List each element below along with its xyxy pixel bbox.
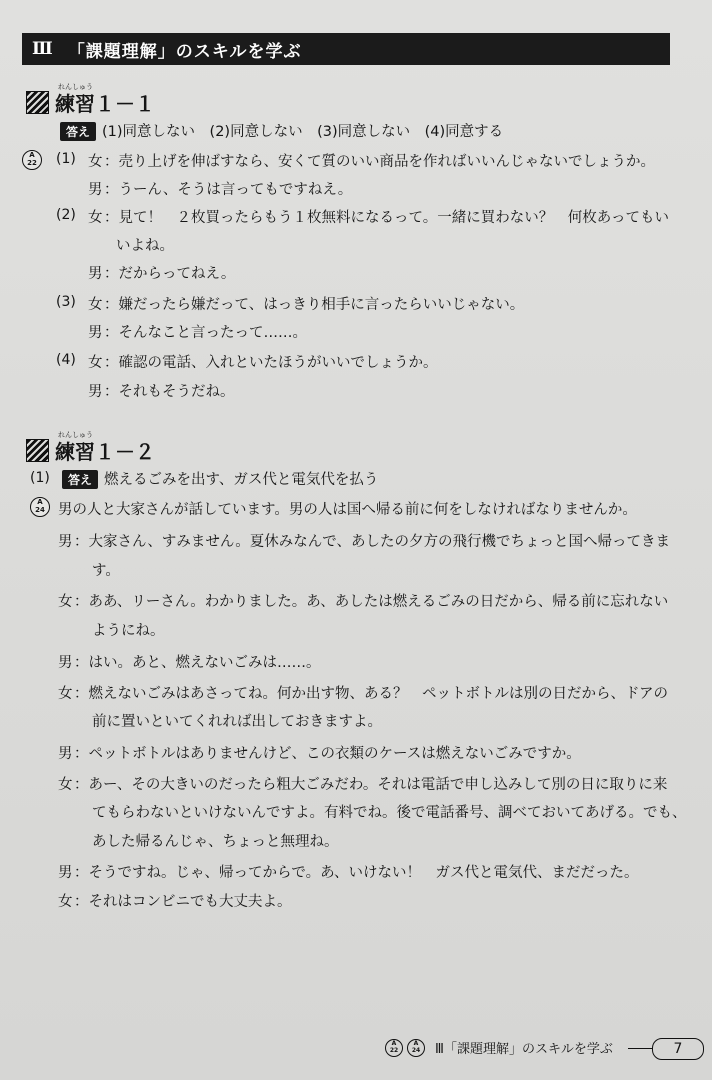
intro-line: 男の人と大家さんが話しています。男の人は国へ帰る前に何をしなければなりませんか。	[58, 502, 637, 518]
exercise-ruby: れんしゅう	[58, 431, 93, 439]
footer-rule	[628, 1048, 652, 1049]
exercise-1-1-heading	[26, 88, 155, 117]
speaker: 女	[88, 355, 103, 371]
answer-text: (1)同意しない (2)同意しない (3)同意しない (4)同意する	[102, 124, 504, 140]
speaker: 女	[58, 894, 73, 910]
dialogue-line: 前に置いといてくれれば出しておきますよ。	[92, 714, 382, 730]
answer-row	[60, 120, 503, 141]
cd-track-icon: A 22	[385, 1039, 403, 1057]
dialogue-line: ：確認の電話、入れといたほうがいいでしょうか。	[104, 355, 438, 371]
dialogue-line: す。	[92, 563, 120, 579]
exercise-ruby: れんしゅう	[58, 83, 93, 91]
dialogue-line: ようにね。	[92, 623, 165, 639]
speaker: 男	[58, 746, 73, 762]
dialogue-line: ：だからってねえ。	[104, 266, 236, 282]
cd-track-icon: A 22	[22, 150, 42, 170]
section-title: 「課題理解」のスキルを学ぶ	[67, 41, 302, 62]
answer-tag: 答え	[62, 470, 98, 489]
dialogue-line: ：燃えないごみはあさってね。何か出す物、ある？ ペットボトルは別の日だから、ドアの	[74, 686, 669, 702]
section-banner	[22, 33, 670, 65]
answer-text: 燃えるごみを出す、ガス代と電気代を払う	[104, 472, 379, 488]
speaker: 男	[88, 266, 103, 282]
dialogue-line: ：売り上げを伸ばすなら、安くて質のいい商品を作ればいいんじゃないでしょうか。	[104, 154, 655, 170]
speaker: 男	[58, 534, 73, 550]
speaker: 男	[88, 384, 103, 400]
item-number: (3)	[56, 294, 76, 310]
exercise-icon	[26, 439, 49, 462]
speaker: 女	[88, 154, 103, 170]
dialogue-line: ：はい。あと、燃えないごみは……。	[74, 655, 321, 671]
cd-track-icon: A 24	[30, 497, 50, 517]
dialogue-line: ：ペットボトルはありませんけど、この衣類のケースは燃えないごみですか。	[74, 746, 581, 762]
dialogue-line: ：そうですね。じゃ、帰ってからで。あ、いけない！ ガス代と電気代、まだだった。	[74, 865, 639, 881]
dialogue-line: ：嫌だったら嫌だって、はっきり相手に言ったらいいじゃない。	[104, 297, 525, 313]
dialogue-line: ：それもそうだね。	[104, 384, 235, 400]
dialogue-line: ：それはコンビニでも大丈夫よ。	[74, 894, 292, 910]
section-number: Ⅲ	[32, 39, 54, 59]
dialogue-line: ：そんなこと言ったって……。	[104, 325, 307, 341]
dialogue-line: ：見て！ ２枚買ったらもう１枚無料になるって。一緒に買わない？ 何枚あってもい	[104, 210, 670, 226]
dialogue-line: ：大家さん、すみません。夏休みなんで、あしたの夕方の飛行機でちょっと国へ帰ってきま	[74, 534, 670, 550]
item-number: (1)	[56, 151, 76, 167]
exercise-icon	[26, 91, 49, 114]
speaker: 男	[88, 182, 103, 198]
speaker: 男	[58, 655, 73, 671]
speaker: 男	[88, 325, 103, 341]
dialogue-line: てもらわないといけないんですよ。有料でね。後で電話番号、調べておいてあげる。でも、	[92, 805, 687, 821]
answer-row	[62, 468, 378, 489]
speaker: 女	[88, 210, 103, 226]
cd-track-icon: A 24	[407, 1039, 425, 1057]
dialogue-line: いよね。	[116, 238, 174, 254]
speaker: 女	[58, 594, 73, 610]
dialogue-line: ：あー、その大きいのだったら粗大ごみだわ。それは電話で申し込みして別の日に取りに来	[74, 777, 668, 793]
answer-tag: 答え	[60, 122, 96, 141]
exercise-title: 練習１－２	[55, 440, 155, 464]
speaker: 男	[58, 865, 73, 881]
item-number: (1)	[30, 470, 50, 486]
page-footer	[385, 1038, 613, 1057]
item-number: (2)	[56, 207, 76, 223]
dialogue-line: ：ああ、リーさん。わかりました。あ、あしたは燃えるごみの日だから、帰る前に忘れない	[74, 594, 669, 610]
speaker: 女	[58, 686, 73, 702]
speaker: 女	[58, 777, 73, 793]
dialogue-line: あした帰るんじゃ、ちょっと無理ね。	[92, 834, 339, 850]
dialogue-line: ：うーん、そうは言ってもですねえ。	[104, 182, 353, 198]
footer-label: Ⅲ「課題理解」のスキルを学ぶ	[435, 1042, 613, 1057]
page-number: 7	[652, 1038, 704, 1060]
exercise-1-2-heading	[26, 436, 155, 465]
speaker: 女	[88, 297, 103, 313]
exercise-title: 練習１－１	[55, 92, 155, 116]
item-number: (4)	[56, 352, 76, 368]
